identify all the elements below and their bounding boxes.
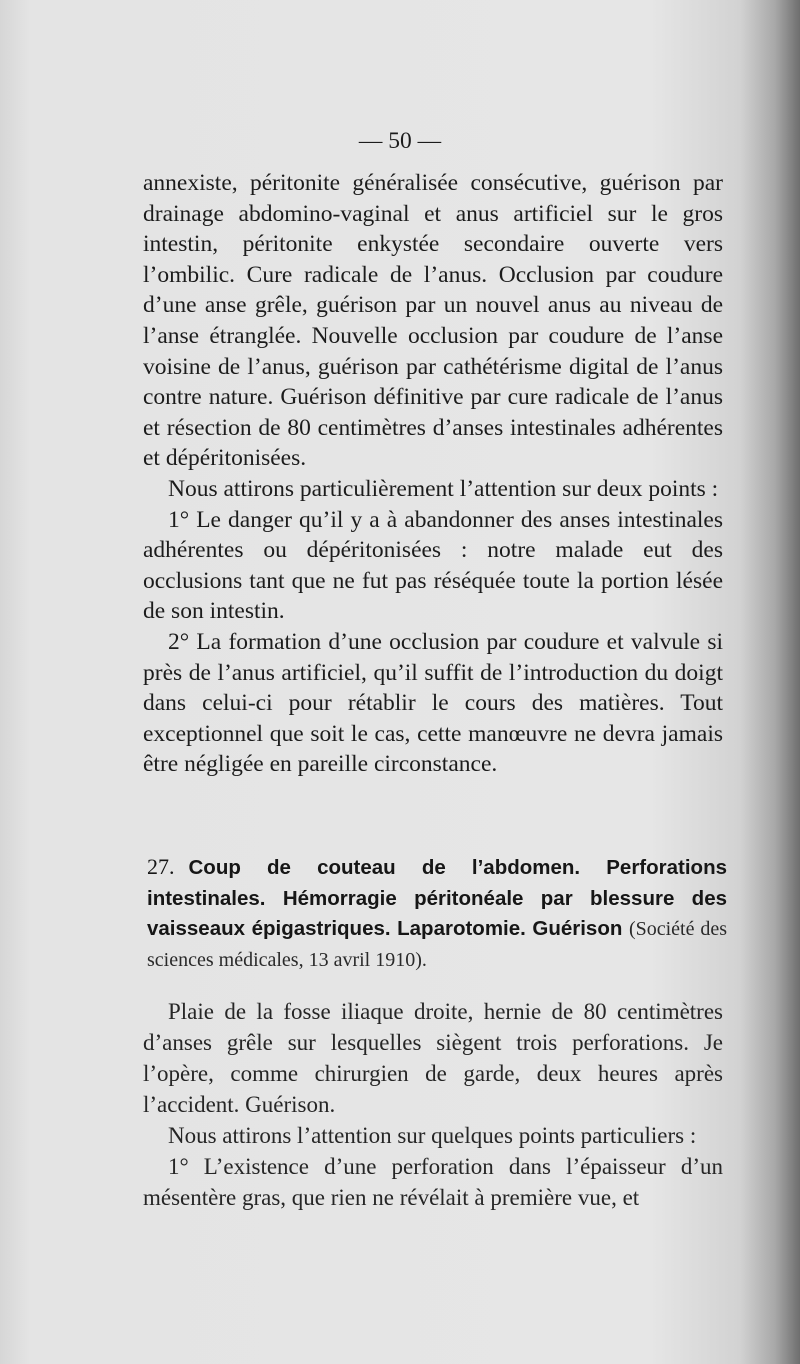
paragraph: annexiste, péritonite généralisée consécutive, guérison par drainage abdomino-vaginal et anus artificiel sur le gros intestin, péritonite enkystée secondaire ouverte vers l’ombilic. Cure radicale de l’anus. Occlusion par coudure d’une anse grêle, guérison par un nouvel anus au niveau de l’anse étranglée. Nouvelle occlusion par coudure de l’anse voisine de l’anus, guérison par cathétérisme digital de l’anus contre nature. Guérison définitive par cure radicale de l’anus et résection de 80 centimètres d’anses intestinales adhérentes et dépéritonisées. xyxy=(143,170,723,472)
section-title: Coup de couteau de l’abdomen. Perforations intestinales. Hémorragie péritonéale par blessure des vaisseaux épigastriques. Laparotomie. Guérison xyxy=(147,856,727,940)
continued-text xyxy=(143,168,723,780)
paragraph: Nous attirons particulièrement l’attention sur deux points : xyxy=(168,475,719,502)
paragraph: Nous attirons l’attention sur quelques points particuliers : xyxy=(168,1123,697,1148)
section-number: 27. xyxy=(147,854,175,879)
section-heading xyxy=(147,852,727,975)
section-source: (Société des sciences médicales, 13 avril 1910). xyxy=(147,918,727,971)
section-body xyxy=(143,996,723,1213)
page-number: — 50 — xyxy=(358,128,442,154)
paragraph: 2° La formation d’une occlusion par coudure et valvule si près de l’anus artificiel, qu’il suffit de l’introduction du doigt dans celui-ci pour rétablir le cours des matières. Tout exceptionnel que soit le cas, cette manœuvre ne devra jamais être négligée en pareille circonstance. xyxy=(143,628,723,778)
paragraph: Plaie de la fosse iliaque droite, hernie de 80 centimètres d’anses grêle sur lesquelles siègent trois perforations. Je l’opère, comme chirurgien de garde, deux heures après l’accident. Guérison. xyxy=(143,999,723,1117)
paragraph: 1° Le danger qu’il y a à abandonner des anses intestinales adhérentes ou dépéritonisées : notre malade eut des occlusions tant que ne fut pas réséquée toute la portion lésée de son intestin. xyxy=(143,506,723,625)
paragraph: 1° L’existence d’une perforation dans l’épaisseur d’un mésentère gras, que rien ne révélait à première vue, et xyxy=(143,1154,723,1210)
